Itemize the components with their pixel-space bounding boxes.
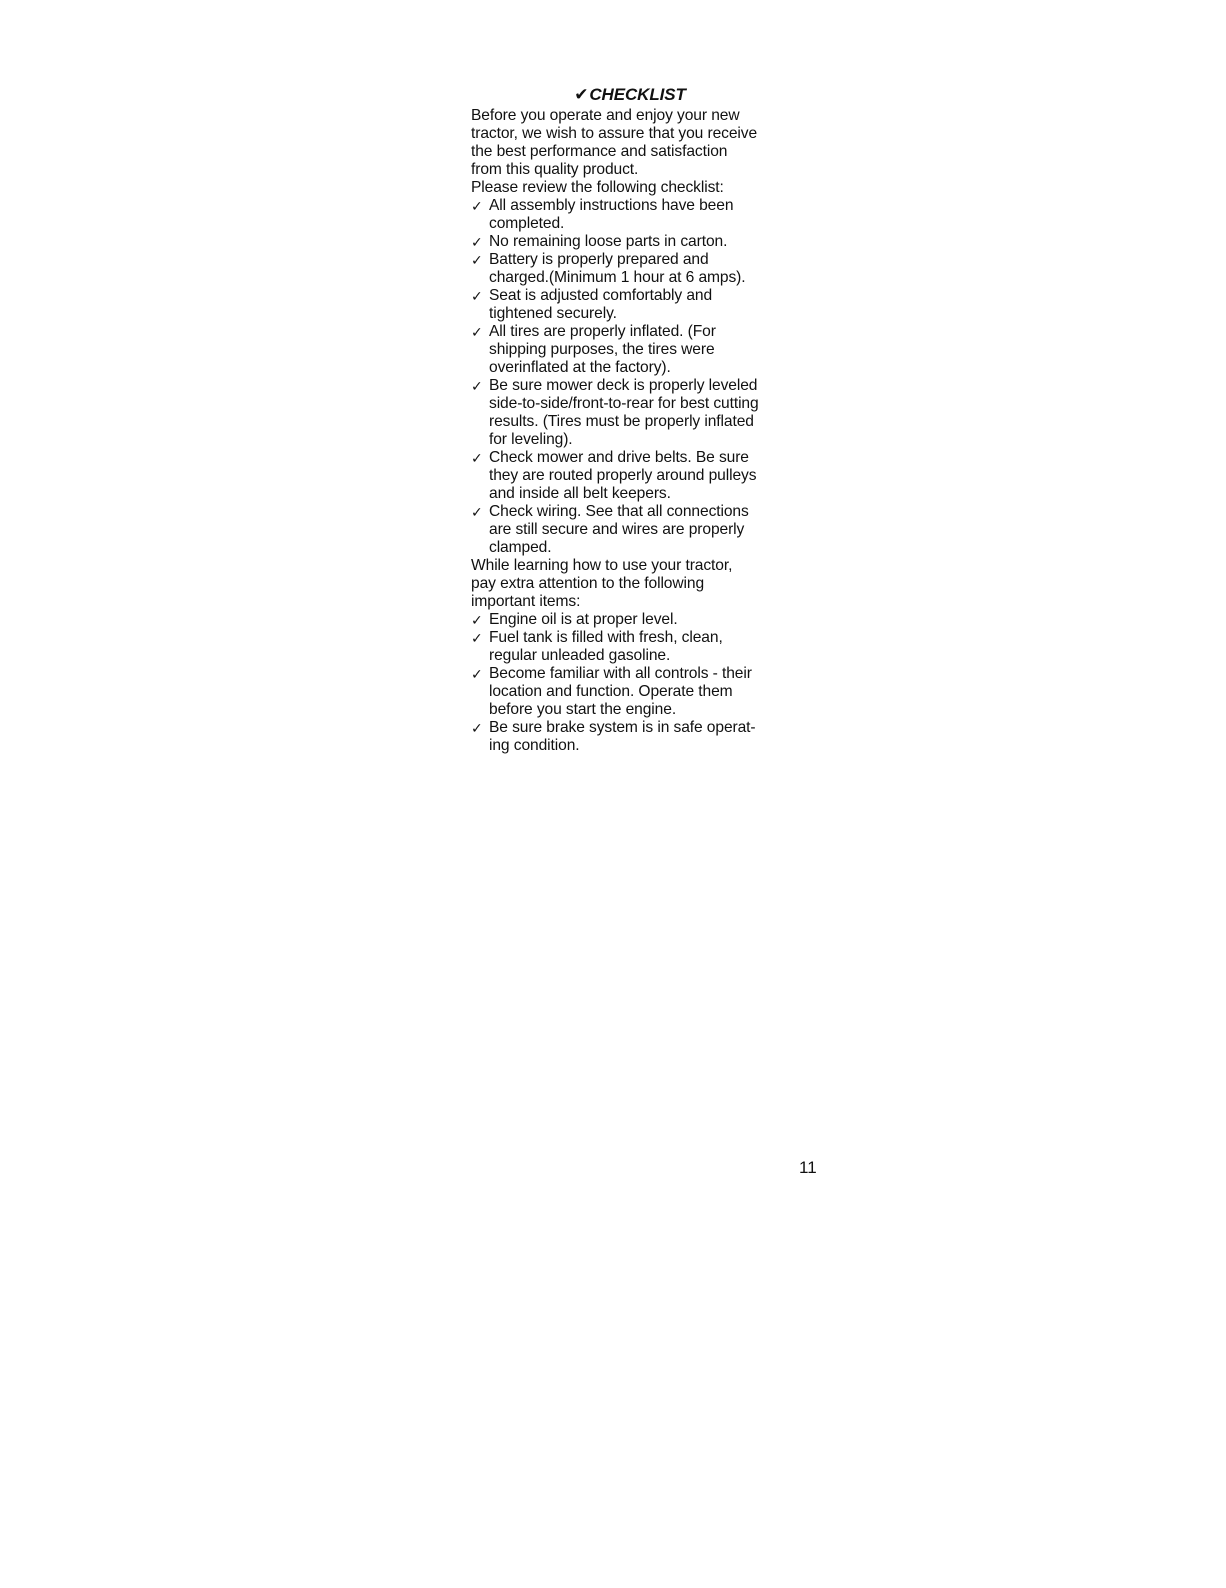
checklist-item-text: Check mower and drive belts. Be sure they are routed properly around pulleys and inside all belt keepers. <box>489 449 757 502</box>
checklist-item-text: No remaining loose parts in carton. <box>489 233 728 250</box>
review-prompt: Please review the following checklist: <box>471 179 724 196</box>
checkmark-icon: ✓ <box>471 234 483 250</box>
checklist-item-text: Check wiring. See that all connections are still secure and wires are properly clamped. <box>489 503 749 556</box>
learning-prompt: While learning how to use your tractor, pay extra attention to the following important items: <box>471 557 733 610</box>
learning-item <box>471 611 801 629</box>
learning-item <box>471 629 801 665</box>
learning-checklist <box>471 611 801 755</box>
checklist-item <box>471 323 801 377</box>
learning-item-text: Be sure brake system is in safe operat- ing condition. <box>489 719 756 754</box>
checkmark-icon: ✓ <box>471 612 483 628</box>
learning-item <box>471 665 801 719</box>
checklist-item-text: Seat is adjusted comfortably and tightened securely. <box>489 287 713 322</box>
learning-item-text: Fuel tank is filled with fresh, clean, regular unleaded gasoline. <box>489 629 723 664</box>
learning-item-text: Become familiar with all controls - their location and function. Operate them before you start the engine. <box>489 665 752 718</box>
intro-paragraph: Before you operate and enjoy your new tractor, we wish to assure that you receive the best performance and satisfaction from this quality product. <box>471 107 758 178</box>
page-number: 11 <box>799 1158 817 1177</box>
learning-item-text: Engine oil is at proper level. <box>489 611 678 628</box>
checklist-column <box>471 84 801 755</box>
page-title <box>471 84 801 106</box>
checklist-item <box>471 377 801 449</box>
checkmark-icon: ✓ <box>471 324 483 340</box>
checklist-item <box>471 251 801 287</box>
checkmark-icon: ✓ <box>471 630 483 646</box>
checklist-item <box>471 233 801 251</box>
checklist-title: CHECKLIST <box>589 85 686 104</box>
checklist-item <box>471 449 801 503</box>
checklist-item <box>471 503 801 557</box>
checkmark-icon: ✓ <box>471 288 483 304</box>
checkmark-icon: ✓ <box>471 378 483 394</box>
checkmark-icon: ✓ <box>471 666 483 682</box>
checklist-item-text: All tires are properly inflated. (For shipping purposes, the tires were overinflated at the factory). <box>489 323 716 376</box>
checkmark-icon: ✓ <box>471 720 483 736</box>
checklist-item <box>471 197 801 233</box>
checklist-item-text: Battery is properly prepared and charged.(Minimum 1 hour at 6 amps). <box>489 251 746 286</box>
checkmark-icon: ✓ <box>471 504 483 520</box>
checklist-item-text: Be sure mower deck is properly leveled side-to-side/front-to-rear for best cutting results. (Tires must be properly inflated for leveling). <box>489 377 759 448</box>
checkmark-icon: ✔ <box>574 85 589 104</box>
checklist-item <box>471 287 801 323</box>
checkmark-icon: ✓ <box>471 252 483 268</box>
checkmark-icon: ✓ <box>471 450 483 466</box>
checklist-item-text: All assembly instructions have been completed. <box>489 197 734 232</box>
checklist <box>471 197 801 557</box>
checkmark-icon: ✓ <box>471 198 483 214</box>
learning-item <box>471 719 801 755</box>
